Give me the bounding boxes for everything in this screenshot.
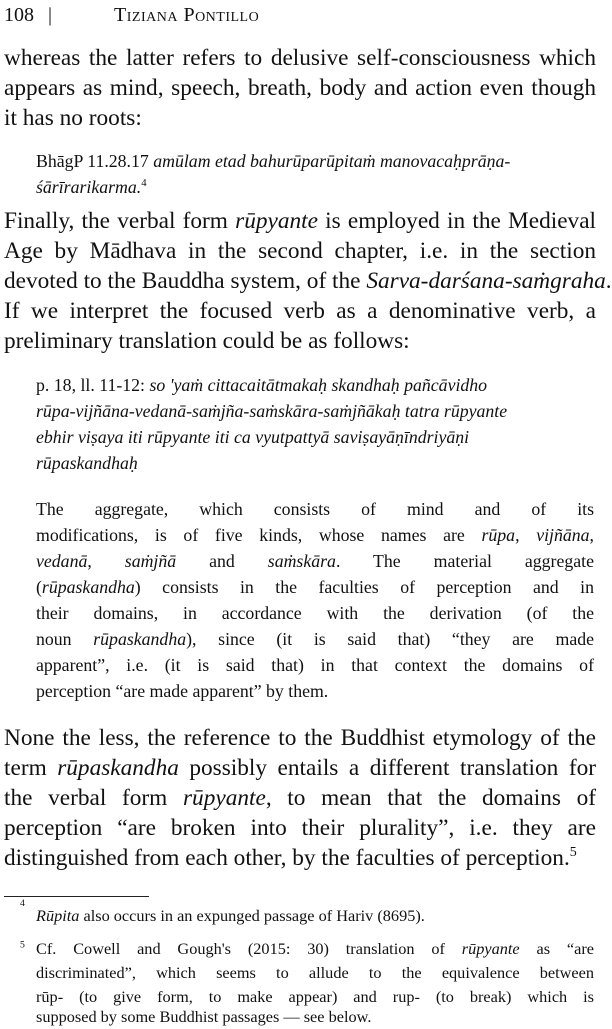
book-page: 108 | Tiziana Pontillo whereas the latter refers to delusive self-consciousness which appears as mind, speech, breath, body and action even though it has no roots: BhāgP 11.28.17 amūlam etad bahurūparūpitaṁ manovacaḥprāṇa- śārīrarikarma.$^4$ Finally, the verbal form rūpyante is employed in the Medieval Age by Mādhava in the second chapter, i.e. in the section devoted to the Bauddha system, of the Sarva-darśana-saṁgraha. If we interpret the focused verb as a denominative verb, a preliminary translation could be as follows: p. 18, ll. 11-12: so 'yaṁ cittacaitātmakaḥ skandhaḥ pañcāvidho rūpa-vijñāna-vedanā-saṁjña-saṁskāra-saṁjñākaḥ tatra rūpyante ebhir viṣaya iti rūpyante iti ca vyutpattyā saviṣayāṇīndriyāṇi rūpaskandhaḥ The aggregate, which consists of mind and of its modifications, is of five kinds, whose names are rūpa, vijñāna, vedanā, saṁjñā and saṁskāra. The material aggregate (rūpaskandha) consists in the faculties of perception and in their domains, in accordance with the derivation (of the noun rūpaskandha), since (it is said that) “they are made apparent”, i.e. (it is said that) in that context the domains of perception “are made apparent” by them. None the less, the reference to the Buddhist etymology of the term rūpaskandha possibly entails a different translation for the verbal form rūpyante, to mean that the domains of perception “are broken into their plurality”, i.e. they are distinguished from each other, by the faculties of perception.$^5$ 4 Rūpita also occurs in an expunged passage of Hariv (8695). $^5$ Cf. Cowell and Gough's (2015: 30) translation of rūpyante as “are discriminated”, which seems to allude to the equivalence between rūp- (to give form, to make appear) and rup- (to break) which is supposed by some Buddhist passages — see below. bbox=[0, 0, 600, 1028]
text-run: ) consists in the faculties of perception and in bbox=[134, 577, 594, 597]
paragraph-line bbox=[4, 843, 577, 873]
footnote-marker[interactable]: 5 bbox=[569, 845, 577, 861]
italic-term: vedanā bbox=[36, 551, 88, 571]
paragraph-line: it has no roots: bbox=[4, 105, 142, 131]
paragraph-line: If we interpret the focused verb as a denominative verb, a bbox=[4, 298, 596, 324]
paragraph-line bbox=[4, 753, 596, 783]
italic-term: rūpaskandha bbox=[57, 755, 179, 781]
text-run: ( bbox=[36, 577, 42, 597]
italic-term: rūpyante bbox=[182, 785, 266, 811]
translation-line bbox=[36, 522, 594, 548]
text-run: noun bbox=[36, 629, 94, 649]
running-head-author: Tiziana Pontillo bbox=[114, 4, 260, 26]
footnote-number-wrap bbox=[20, 937, 25, 961]
quote-sanskrit: śārīrarikarma. bbox=[36, 177, 142, 197]
quote-line: rūpa-vijñāna-vedanā-saṁjña-saṁskāra-saṁjñākaḥ tatra rūpyante bbox=[36, 401, 508, 421]
text-run: , bbox=[589, 525, 594, 545]
header-separator: | bbox=[48, 4, 53, 26]
running-header bbox=[4, 2, 259, 28]
translation-line: apparent”, i.e. (it is said that) in that context the domains of bbox=[36, 655, 594, 675]
italic-term: rūpa bbox=[481, 525, 516, 545]
text-run: , to mean that the domains of bbox=[265, 785, 596, 811]
quote-line bbox=[36, 372, 487, 398]
footnote-divider bbox=[4, 896, 149, 897]
footnote-line bbox=[36, 937, 594, 961]
translation-line bbox=[36, 626, 594, 652]
translation-line: perception “are made apparent” by them. bbox=[36, 681, 329, 701]
text-run: distinguished from each other, by the faculties of perception. bbox=[4, 845, 570, 871]
paragraph-line: appears as mind, speech, breath, body and action even though bbox=[4, 75, 596, 101]
paragraph-line: perception “are broken into their plurality”, i.e. they are bbox=[4, 815, 596, 841]
quote-line: ebhir viṣaya iti rūpyante iti ca vyutpattyā saviṣayāṇīndriyāṇi bbox=[36, 427, 470, 447]
italic-term: rūpaskandha bbox=[93, 629, 187, 649]
text-run: term bbox=[4, 755, 58, 781]
quote-line: rūpaskandhaḥ bbox=[36, 453, 138, 473]
text-run: the verbal form bbox=[4, 785, 183, 811]
text-run: . bbox=[605, 268, 612, 294]
text-run: Cf. Cowell and Gough's (2015: 30) translation of bbox=[36, 939, 462, 958]
italic-term: vijñāna bbox=[536, 525, 590, 545]
paragraph-line: whereas the latter refers to delusive self-consciousness which bbox=[4, 45, 596, 71]
paragraph-line bbox=[4, 266, 612, 296]
text-run: Finally, the verbal form bbox=[4, 208, 236, 234]
italic-term: rūpyante bbox=[461, 939, 520, 958]
text-run: . The material aggregate bbox=[335, 551, 594, 571]
footnote-marker[interactable]: 4 bbox=[141, 177, 147, 190]
quote-sanskrit: so 'yaṁ cittacaitātmakaḥ skandhaḥ pañcāvidho bbox=[149, 375, 488, 395]
paragraph-line bbox=[4, 206, 596, 236]
text-run: modifications, is of five kinds, whose names are bbox=[36, 525, 482, 545]
translation-line bbox=[36, 574, 594, 600]
page-number: 108 bbox=[4, 4, 34, 26]
quote-reference: BhāgP 11.28.17 bbox=[36, 151, 154, 171]
quote-reference: p. 18, ll. 11-12: bbox=[36, 375, 150, 395]
quote-line bbox=[36, 174, 147, 200]
paragraph-line: None the less, the reference to the Buddhist etymology of the bbox=[4, 725, 596, 751]
text-run: and bbox=[176, 551, 268, 571]
italic-term: saṁjñā bbox=[124, 551, 177, 571]
footnote-line: rūp- (to give form, to make appear) and rup- (to break) which is bbox=[36, 987, 594, 1006]
text-run: , bbox=[515, 525, 537, 545]
quote-line bbox=[36, 148, 510, 174]
text-run: also occurs in an expunged passage of Hariv (8695). bbox=[79, 906, 425, 925]
translation-line: The aggregate, which consists of mind and of its bbox=[36, 499, 594, 519]
footnote-text bbox=[36, 904, 425, 928]
translation-line: their domains, in accordance with the derivation (of the bbox=[36, 603, 594, 623]
footnote-line: supposed by some Buddhist passages — see below. bbox=[36, 1007, 372, 1026]
paragraph-line bbox=[4, 783, 596, 813]
text-run: is employed in the Medieval bbox=[317, 208, 597, 234]
paragraph-line: preliminary translation could be as follows: bbox=[4, 328, 410, 354]
text-run: devoted to the Bauddha system, of the bbox=[4, 268, 367, 294]
text-run: , bbox=[87, 551, 125, 571]
italic-term: rūpaskandha bbox=[41, 577, 135, 597]
text-run: possibly entails a different translation for bbox=[178, 755, 596, 781]
paragraph-line: Age by Mādhava in the second chapter, i.e. in the section bbox=[4, 238, 596, 264]
footnote-line: discriminated”, which seems to allude to the equivalence between bbox=[36, 963, 594, 982]
italic-term: Sarva-darśana-saṁgraha bbox=[366, 268, 606, 294]
quote-sanskrit: amūlam etad bahurūparūpitaṁ manovacaḥprāṇa- bbox=[153, 151, 511, 171]
text-run: ), since (it is said that) “they are made bbox=[186, 629, 594, 649]
italic-term: Rūpita bbox=[36, 906, 80, 925]
text-run: as “are bbox=[519, 939, 594, 958]
italic-term: saṁskāra bbox=[267, 551, 336, 571]
translation-line bbox=[36, 548, 594, 574]
italic-term: rūpyante bbox=[235, 208, 318, 234]
footnote-number: 5 bbox=[20, 939, 25, 951]
